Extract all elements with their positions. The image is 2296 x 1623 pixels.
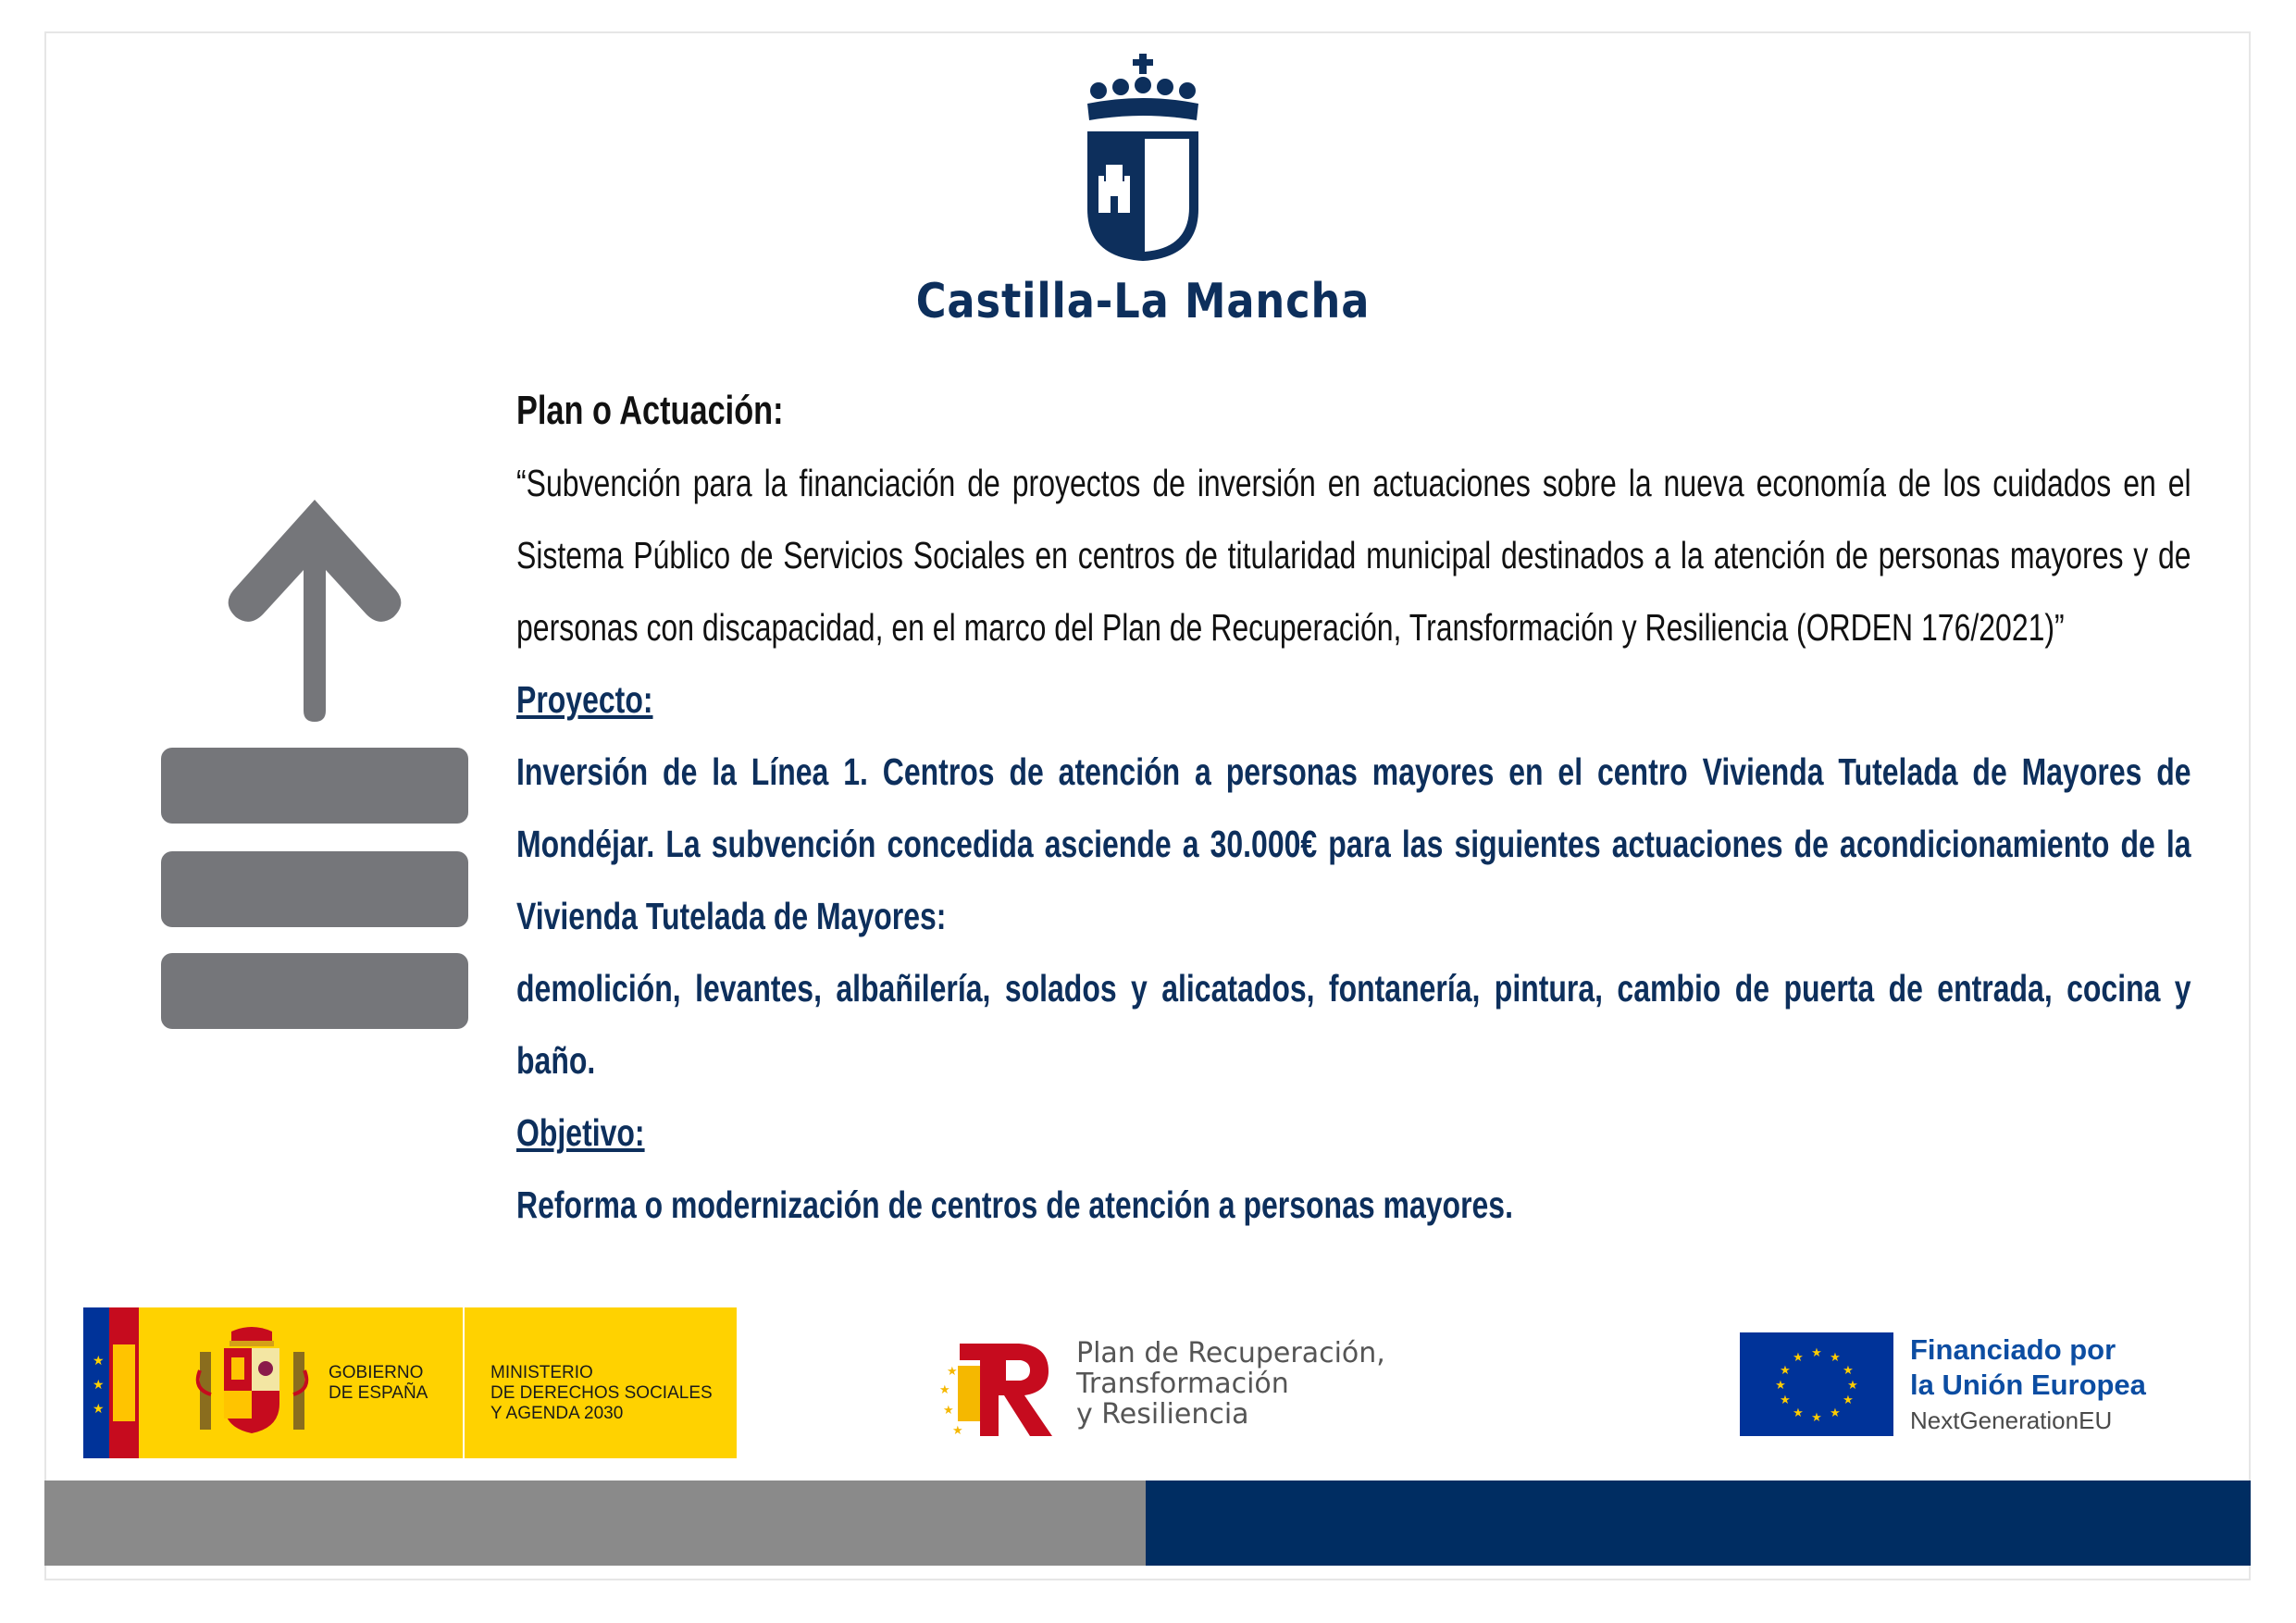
main-content <box>516 375 2191 1241</box>
eu-line2: la Unión Europea <box>1910 1369 2146 1401</box>
plan-text: “Subvención para la financiación de proyectos de inversión en actuaciones sobre la nueva economía de los cuidados en el Sistema Público de Servicios Sociales en centros de titularidad municipal destinados a la atención de personas mayores y de personas con discapacidad, en el marco del Plan de Recuperación, Transformación y Resiliencia (ORDEN 176/2021)” <box>516 462 2191 649</box>
spain-coat-of-arms-icon <box>194 1324 310 1443</box>
svg-text:★: ★ <box>1780 1364 1791 1378</box>
svg-text:★: ★ <box>1793 1351 1804 1365</box>
prtr-line1: Plan de Recuperación, <box>1076 1337 1385 1369</box>
objetivo-text: Reforma o modernización de centros de atención a personas mayores. <box>516 1183 1513 1226</box>
gov-separator <box>463 1307 465 1458</box>
footer-bar-gray <box>44 1481 1146 1566</box>
svg-text:★: ★ <box>93 1354 105 1369</box>
svg-text:★: ★ <box>93 1402 105 1417</box>
svg-text:★: ★ <box>93 1378 105 1393</box>
objetivo-heading: Objetivo: <box>516 1111 645 1154</box>
footer-bar-navy <box>1146 1481 2251 1566</box>
spain-eu-flag-icon <box>83 1307 139 1458</box>
gobierno-text <box>329 1363 428 1404</box>
prtr-line3: y Resiliencia <box>1076 1398 1249 1431</box>
prtr-tr-icon <box>939 1338 1060 1440</box>
svg-text:★: ★ <box>952 1424 963 1438</box>
svg-text:★: ★ <box>1843 1364 1854 1378</box>
svg-text:★: ★ <box>1843 1394 1854 1407</box>
prtr-logo <box>939 1331 1458 1442</box>
eu-financiado-text <box>1910 1332 2146 1403</box>
svg-text:★: ★ <box>939 1383 950 1397</box>
proyecto-actuaciones: demolición, levantes, albañilería, solados y alicatados, fontanería, pintura, cambio de puerta de entrada, cocina y baño. <box>516 967 2191 1082</box>
ministerio-line3: Y AGENDA 2030 <box>490 1404 624 1423</box>
svg-text:★: ★ <box>943 1404 954 1418</box>
eu-line1: Financiado por <box>1910 1333 2116 1366</box>
gobierno-line1: GOBIERNO <box>329 1363 424 1382</box>
proyecto-text: Inversión de la Línea 1. Centros de atención a personas mayores en el centro Vivienda Tutelada de Mayores de Mondéjar. La subvención concedida asciende a 30.000€ para las siguientes actuaciones de acondicionamiento de la Vivienda Tutelada de Mayores: <box>516 750 2191 937</box>
prtr-text <box>1076 1338 1385 1430</box>
prtr-line2: Transformación <box>1076 1368 1289 1400</box>
svg-text:★: ★ <box>1811 1346 1822 1360</box>
svg-text:★: ★ <box>947 1365 958 1379</box>
eu-flag-icon <box>1740 1332 1893 1436</box>
proyecto-heading: Proyecto: <box>516 678 653 721</box>
svg-text:★: ★ <box>1830 1351 1841 1365</box>
svg-text:★: ★ <box>1780 1394 1791 1407</box>
svg-text:★: ★ <box>1775 1379 1786 1393</box>
plan-heading: Plan o Actuación: <box>516 388 784 433</box>
svg-text:★: ★ <box>1830 1406 1841 1420</box>
gobierno-espana-logo <box>83 1307 737 1458</box>
eu-nextgeneration: NextGenerationEU <box>1910 1406 2113 1434</box>
ministerio-line2: DE DERECHOS SOCIALES <box>490 1383 713 1403</box>
svg-text:★: ★ <box>1811 1411 1822 1425</box>
upload-stack-icon <box>157 500 472 1032</box>
svg-text:★: ★ <box>1847 1379 1858 1393</box>
ministerio-line1: MINISTERIO <box>490 1363 593 1382</box>
ministerio-text <box>490 1363 713 1424</box>
gobierno-line2: DE ESPAÑA <box>329 1383 428 1403</box>
castilla-la-mancha-crest-icon <box>1078 52 1208 265</box>
brand-name: Castilla-La Mancha <box>915 274 1371 329</box>
eu-logo <box>1740 1332 2221 1443</box>
svg-text:★: ★ <box>1793 1406 1804 1420</box>
